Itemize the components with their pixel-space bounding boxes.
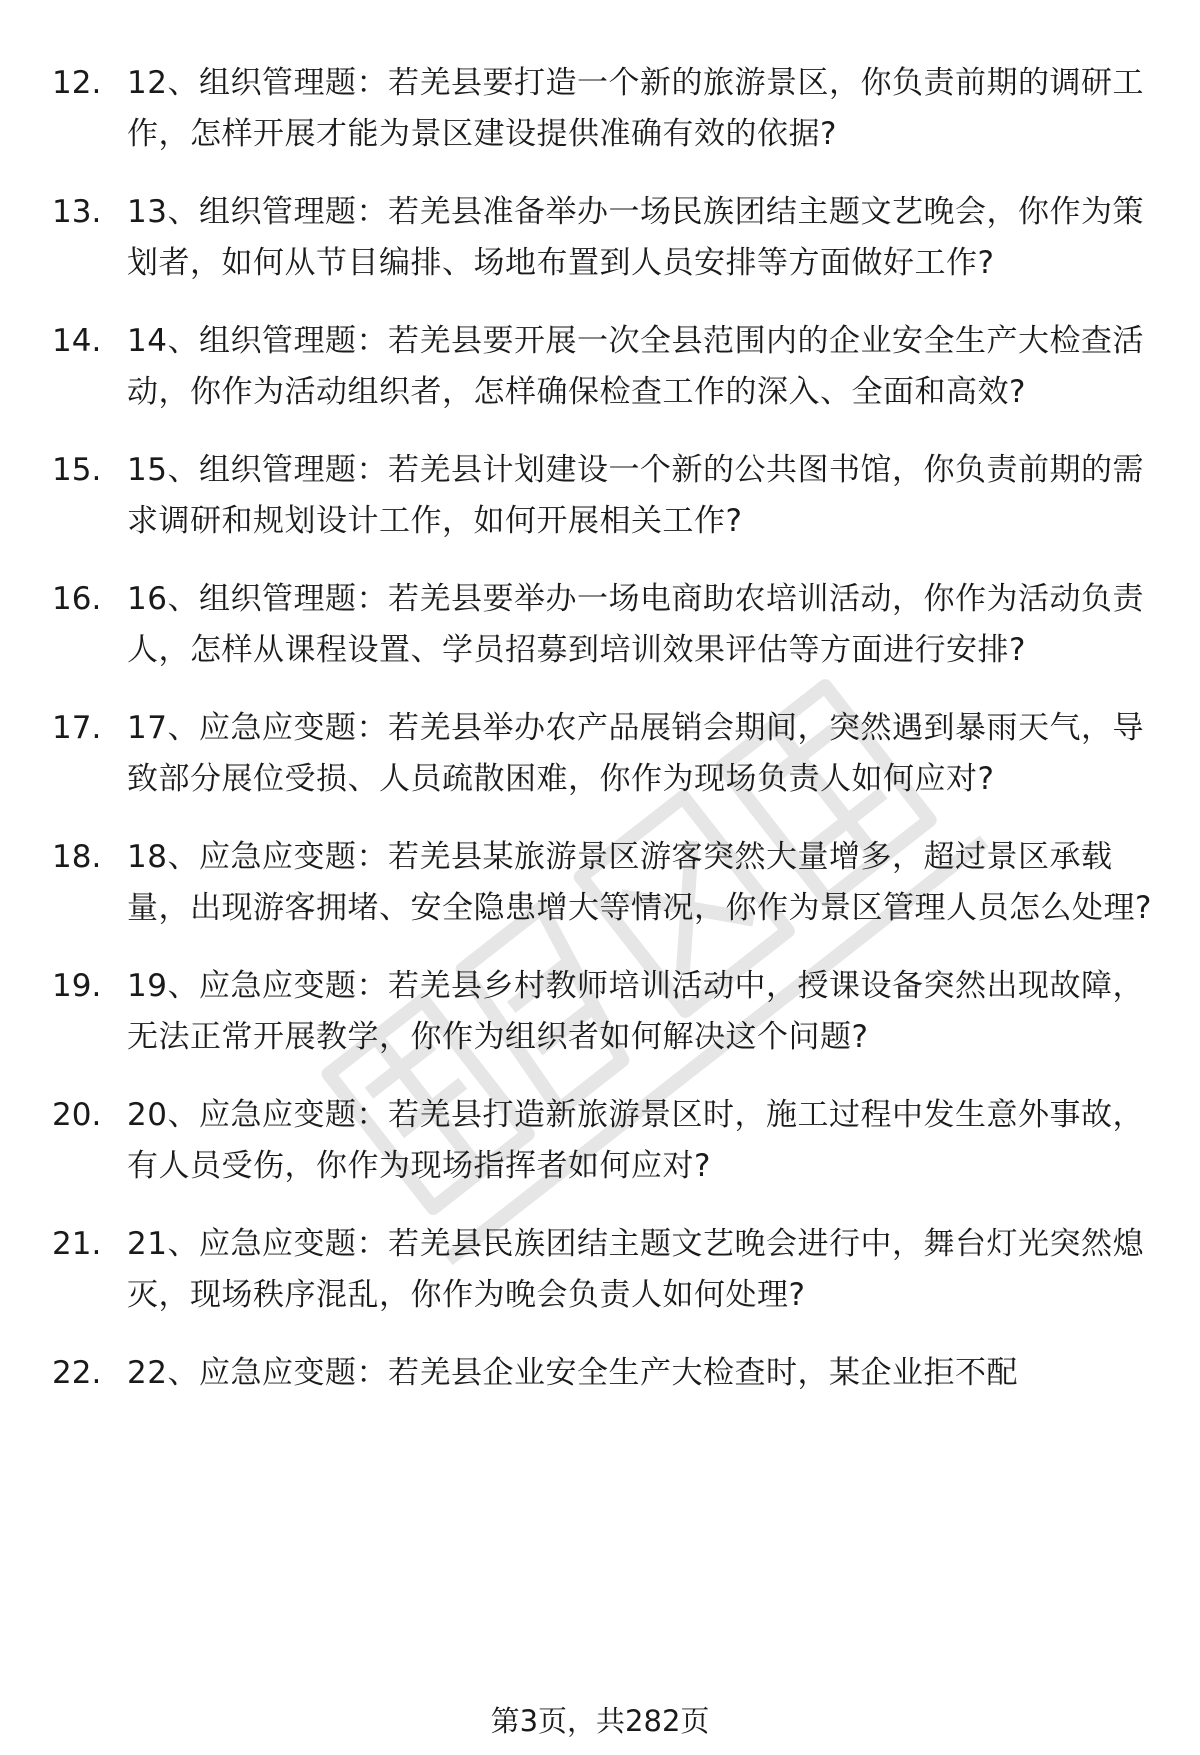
list-item bbox=[52, 316, 1152, 418]
list-item bbox=[52, 574, 1152, 676]
question-list bbox=[52, 58, 1152, 1426]
list-item-number: 13. bbox=[52, 194, 102, 230]
list-item-text: 19、应急应变题：若羌县乡村教师培训活动中，授课设备突然出现故障，无法正常开展教学，你作为组织者如何解决这个问题? bbox=[127, 968, 1144, 1055]
list-item-number: 15. bbox=[52, 452, 102, 488]
list-item bbox=[52, 1219, 1152, 1321]
list-item-text: 12、组织管理题：若羌县要打造一个新的旅游景区，你负责前期的调研工作，怎样开展才能为景区建设提供准确有效的依据? bbox=[127, 65, 1144, 152]
list-item bbox=[52, 445, 1152, 547]
list-item-number: 16. bbox=[52, 581, 102, 617]
list-item bbox=[52, 961, 1152, 1063]
list-item-text: 20、应急应变题：若羌县打造新旅游景区时，施工过程中发生意外事故，有人员受伤，你作为现场指挥者如何应对? bbox=[127, 1097, 1144, 1184]
list-item-number: 22. bbox=[52, 1355, 102, 1391]
list-item-number: 14. bbox=[52, 323, 102, 359]
list-item-text: 22、应急应变题：若羌县企业安全生产大检查时，某企业拒不配 bbox=[127, 1355, 1018, 1391]
list-item-number: 19. bbox=[52, 968, 102, 1004]
list-item bbox=[52, 1090, 1152, 1192]
list-item bbox=[52, 832, 1152, 934]
list-item-number: 21. bbox=[52, 1226, 102, 1262]
list-item-number: 20. bbox=[52, 1097, 102, 1133]
list-item-text: 18、应急应变题：若羌县某旅游景区游客突然大量增多，超过景区承载量，出现游客拥堵、安全隐患增大等情况，你作为景区管理人员怎么处理? bbox=[127, 839, 1152, 926]
list-item bbox=[52, 58, 1152, 160]
list-item-number: 18. bbox=[52, 839, 102, 875]
list-item bbox=[52, 1348, 1152, 1399]
list-item bbox=[52, 703, 1152, 805]
list-item-text: 13、组织管理题：若羌县准备举办一场民族团结主题文艺晚会，你作为策划者，如何从节目编排、场地布置到人员安排等方面做好工作? bbox=[127, 194, 1144, 281]
list-item-text: 21、应急应变题：若羌县民族团结主题文艺晚会进行中，舞台灯光突然熄灭，现场秩序混乱，你作为晚会负责人如何处理? bbox=[127, 1226, 1144, 1313]
list-item-text: 16、组织管理题：若羌县要举办一场电商助农培训活动，你作为活动负责人，怎样从课程设置、学员招募到培训效果评估等方面进行安排? bbox=[127, 581, 1144, 668]
list-item-number: 12. bbox=[52, 65, 102, 101]
list-item-text: 15、组织管理题：若羌县计划建设一个新的公共图书馆，你负责前期的需求调研和规划设计工作，如何开展相关工作? bbox=[127, 452, 1144, 539]
page-footer: 第3页，共282页 bbox=[490, 1704, 710, 1738]
list-item bbox=[52, 187, 1152, 289]
list-item-text: 17、应急应变题：若羌县举办农产品展销会期间，突然遇到暴雨天气，导致部分展位受损、人员疏散困难，你作为现场负责人如何应对? bbox=[127, 710, 1144, 797]
list-item-text: 14、组织管理题：若羌县要开展一次全县范围内的企业安全生产大检查活动，你作为活动组织者，怎样确保检查工作的深入、全面和高效? bbox=[127, 323, 1144, 410]
list-item-number: 17. bbox=[52, 710, 102, 746]
